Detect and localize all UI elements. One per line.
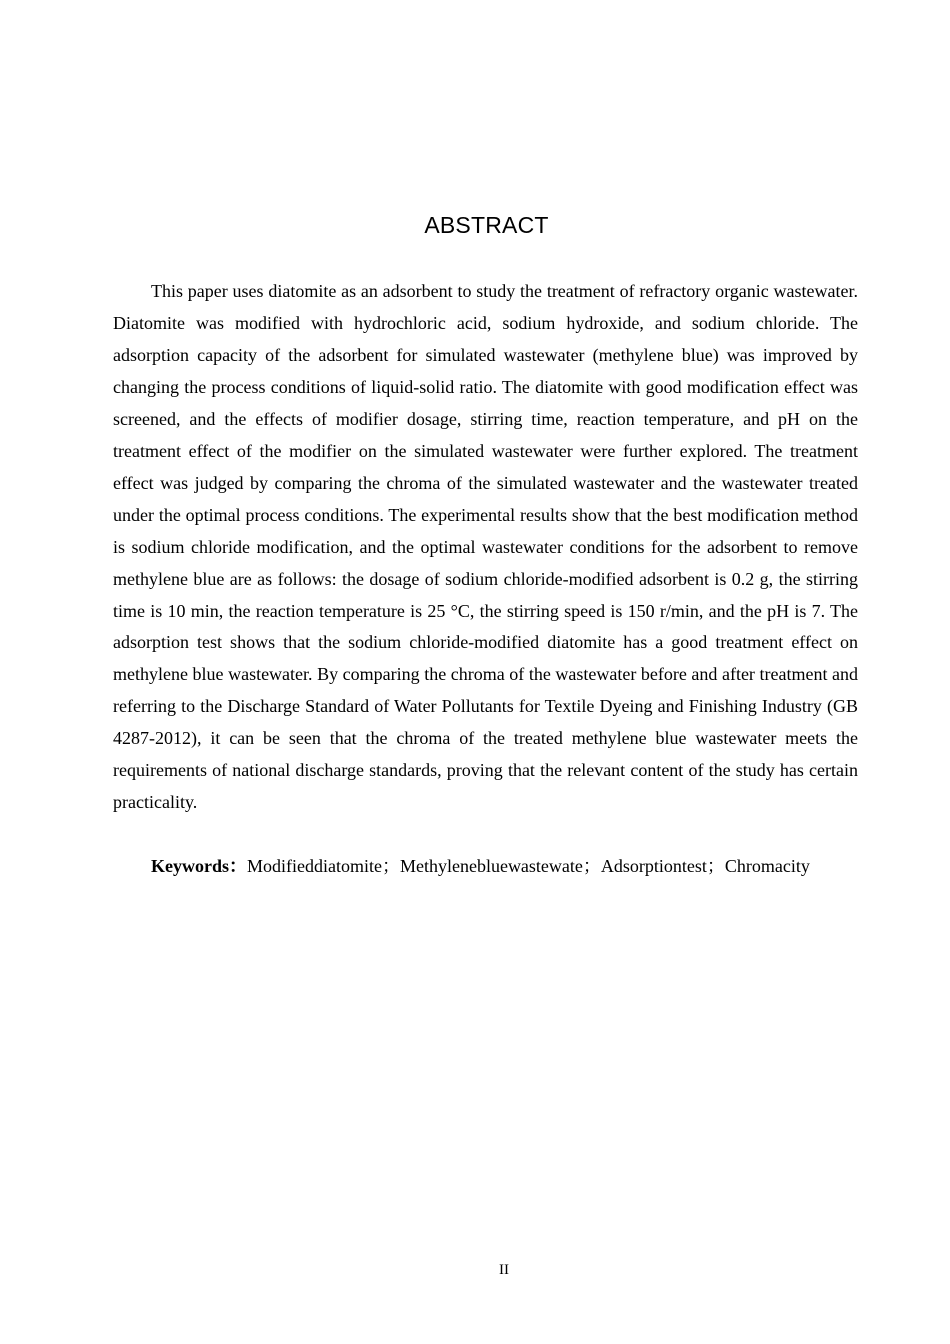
keywords-line [113,850,873,882]
keywords-list: Modifieddiatomite；Methylenebluewastewate；Adsorptiontest；Chromacity [247,856,810,876]
abstract-heading: ABSTRACT [424,212,549,238]
page-number: II [499,1262,509,1278]
abstract-paragraph: This paper uses diatomite as an adsorbent to study the treatment of refractory organic wastewater. Diatomite was modified with hydrochloric acid, sodium hydroxide, and sodium chloride. The adsorption capacity of the adsorbent for simulated wastewater (methylene blue) was improved by changing the process conditions of liquid-solid ratio. The diatomite with good modification effect was screened, and the effects of modifier dosage, stirring time, reaction temperature, and pH on the treatment effect of the modifier on the simulated wastewater were further explored. The treatment effect was judged by comparing the chroma of the simulated wastewater and the wastewater treated under the optimal process conditions. The experimental results show that the best modification method is sodium chloride modification, and the optimal wastewater conditions for the adsorbent to remove methylene blue are as follows: the dosage of sodium chloride-modified adsorbent is 0.2 g, the stirring time is 10 min, the reaction temperature is 25 °C, the stirring speed is 150 r/min, and the pH is 7. The adsorption test shows that the sodium chloride-modified diatomite has a good treatment effect on methylene blue wastewater. By comparing the chroma of the wastewater before and after treatment and referring to the Discharge Standard of Water Pollutants for Textile Dyeing and Finishing Industry (GB 4287-2012), it can be seen that the chroma of the treated methylene blue wastewater meets the requirements of national discharge standards, proving that the relevant content of the study has certain practicality. [113,281,858,813]
keywords-label: Keywords： [151,856,247,876]
